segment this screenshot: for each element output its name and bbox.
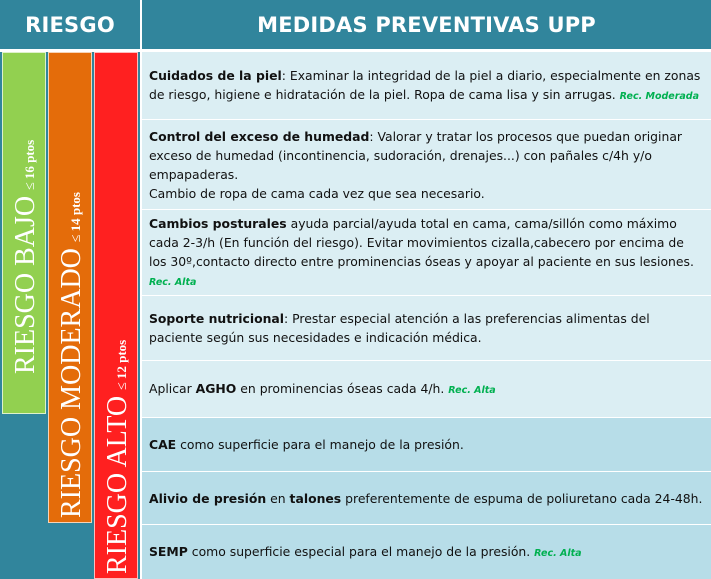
measure-body: : Examinar la integridad de la piel a diario, especialmente en zonas de riesgo, higiene e hidratación de la piel. Ropa de cama lisa y sin arrugas. — [149, 67, 701, 102]
measure-text — [149, 542, 705, 563]
measure-text — [149, 435, 705, 454]
risk-alto-symbol: ≤ — [115, 382, 130, 390]
header-medidas: MEDIDAS PREVENTIVAS UPP — [142, 0, 711, 49]
measure-text — [149, 489, 705, 508]
measure-title: AGHO — [195, 380, 237, 396]
recommendation-badge: Rec. Alta — [534, 547, 582, 559]
risk-bajo-symbol: ≤ — [23, 182, 38, 190]
measure-body: ayuda parcial/ayuda total en cama, cama/sillón como máximo cada 2-3/h (En función del riesgo). Evitar movimientos cizalla,cabecero por encima de los 30º,contacto directo entre prominencias óseas y apoyar al paciente en sus lesiones. — [149, 215, 694, 269]
recommendation-badge: Rec. Moderada — [619, 90, 700, 102]
measure-title: Cuidados de la piel — [149, 67, 282, 83]
risk-moderado-name: RIESGO MODERADO — [56, 248, 87, 518]
measure-body: en prominencias óseas cada 4/h. — [236, 380, 449, 396]
measure-row-agho — [142, 361, 711, 418]
measure-row-humidity — [142, 120, 711, 210]
measure-title: Control del exceso de humedad — [149, 128, 370, 144]
measure-text — [149, 309, 705, 347]
measure-body: como superficie especial para el manejo de la presión. — [187, 543, 535, 559]
risk-moderado-symbol: ≤ — [69, 234, 84, 243]
measure-pre: Aplicar — [149, 380, 196, 396]
measure-row-postural-changes — [142, 210, 711, 296]
risk-label-bajo — [10, 140, 42, 374]
risk-bajo-threshold: 16 ptos — [22, 139, 37, 180]
measure-row-nutrition — [142, 296, 711, 361]
measure-body: : Prestar especial atención a las preferencias alimentas del paciente según sus necesidades e indicación médica. — [149, 311, 650, 345]
measure-title: CAE — [149, 437, 177, 452]
measure-text — [149, 214, 705, 292]
header-riesgo: RIESGO — [0, 0, 140, 49]
measure-mid: en — [266, 490, 290, 506]
risk-label-alto — [102, 340, 134, 574]
measure-text — [149, 127, 705, 184]
measure-body: preferentemente de espuma de poliuretano cada 24-48h. — [341, 490, 703, 506]
measure-title: Soporte nutricional — [149, 311, 285, 326]
measure-body: como superficie para el manejo de la presión. — [176, 437, 464, 452]
recommendation-badge: Rec. Alta — [149, 276, 197, 288]
measure-row-heel-relief — [142, 472, 711, 525]
measure-text — [149, 66, 705, 106]
measure-title: Cambios posturales — [149, 215, 287, 231]
measure-row-semp — [142, 525, 711, 579]
measure-title-2: talones — [289, 490, 342, 506]
risk-bajo-name: RIESGO BAJO — [10, 195, 41, 374]
measure-row-skin-care — [142, 52, 711, 120]
recommendation-badge: Rec. Alta — [448, 384, 496, 396]
measure-title: Alivio de presión — [149, 490, 267, 506]
measure-body: : Valorar y tratar los procesos que puedan originar exceso de humedad (incontinencia, sudoración, drenajes...) con pañales c/4h y/o empapaderas. — [149, 128, 683, 182]
measure-text — [149, 379, 705, 400]
risk-label-moderado — [56, 192, 88, 518]
measure-row-cae — [142, 418, 711, 472]
measure-title: SEMP — [149, 543, 188, 559]
risk-alto-name: RIESGO ALTO — [102, 395, 133, 574]
risk-alto-threshold: 12 ptos — [114, 339, 129, 380]
measure-extra: Cambio de ropa de cama cada vez que sea necesario. — [149, 185, 485, 201]
risk-moderado-threshold: 14 ptos — [68, 192, 83, 232]
